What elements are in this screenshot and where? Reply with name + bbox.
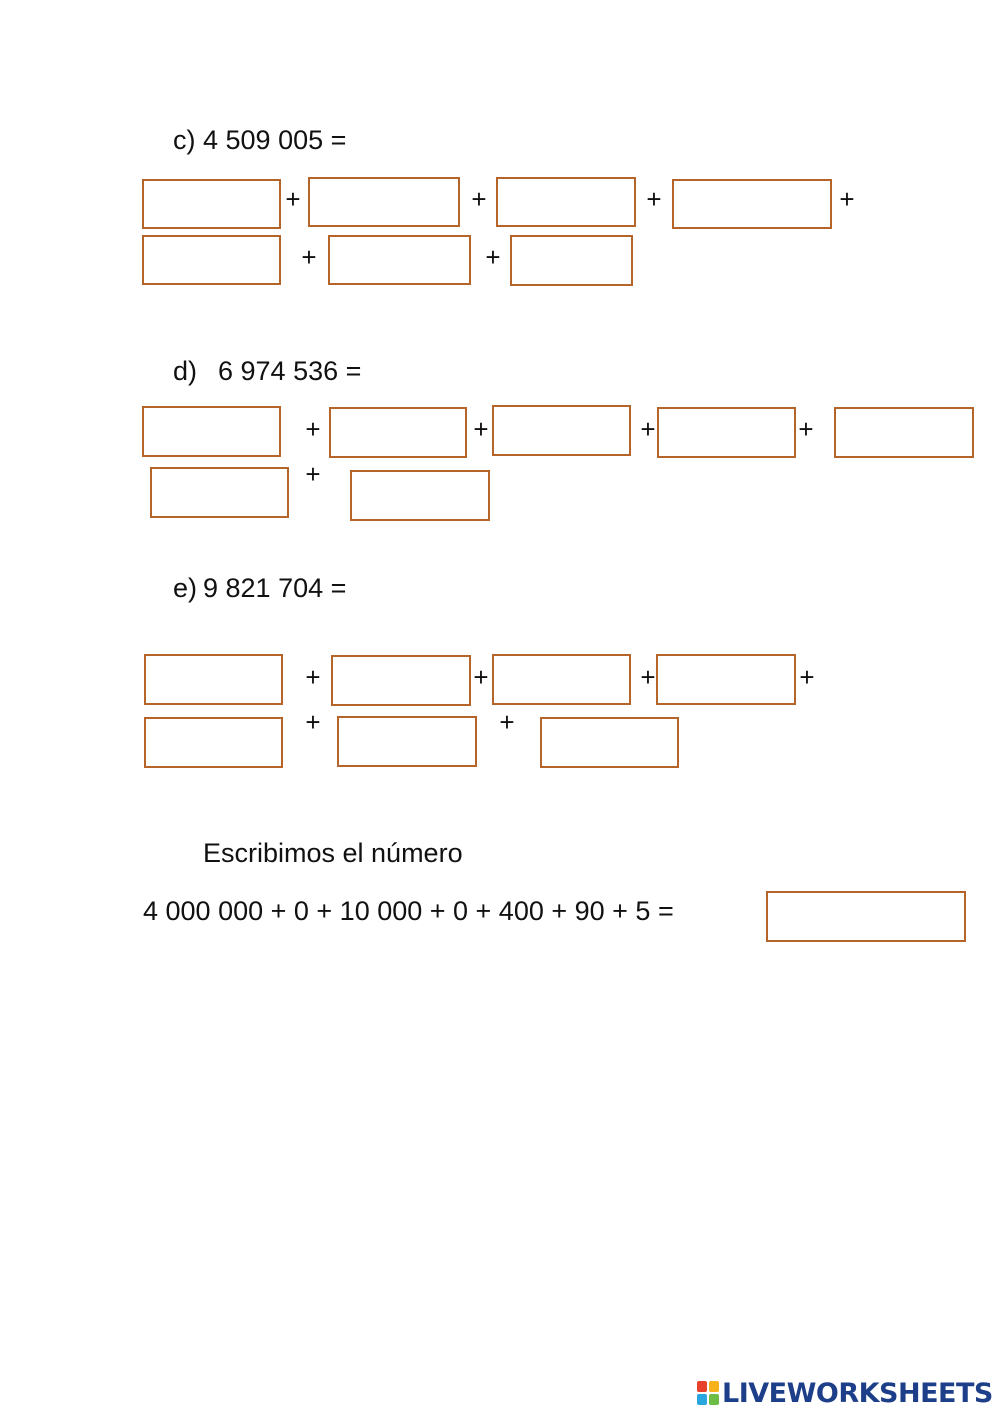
answer-box-d6[interactable] [150,467,289,518]
answer-box-d4[interactable] [657,407,796,458]
answer-box-e7[interactable] [540,717,679,768]
plus-sign: + [640,414,656,444]
exercise-c-number: 4 509 005 = [203,125,347,155]
compose-expression: 4 000 000 + 0 + 10 000 + 0 + 400 + 90 + 5 = [143,896,674,926]
answer-box-c3[interactable] [496,177,636,227]
answer-box-e6[interactable] [337,716,477,767]
answer-box-c4[interactable] [672,179,832,229]
logo-square-blue [697,1394,707,1405]
liveworksheets-logo-icon [697,1381,719,1405]
plus-sign: + [471,184,487,214]
answer-box-e1[interactable] [144,654,283,705]
answer-box-d2[interactable] [329,407,467,458]
answer-box-c2[interactable] [308,177,460,227]
plus-sign: + [305,414,321,444]
answer-box-e2[interactable] [331,655,471,706]
answer-box-e3[interactable] [492,654,631,705]
plus-sign: + [839,184,855,214]
answer-box-d7[interactable] [350,470,490,521]
liveworksheets-brand: LIVEWORKSHEETS [722,1377,993,1409]
logo-square-green [709,1394,719,1405]
exercise-d-letter: d) [173,356,198,386]
compose-title: Escribimos el número [203,838,463,868]
plus-sign: + [305,459,321,489]
plus-sign: + [305,662,321,692]
answer-box-c7[interactable] [510,235,633,286]
plus-sign: + [473,662,489,692]
answer-box-e5[interactable] [144,717,283,768]
answer-box-e4[interactable] [656,654,796,705]
plus-sign: + [798,414,814,444]
compose-answer-box[interactable] [766,891,966,942]
exercise-e-letter: e) [173,573,198,603]
plus-sign: + [485,242,501,272]
exercise-c-letter: c) [173,125,196,155]
plus-sign: + [285,184,301,214]
plus-sign: + [646,184,662,214]
plus-sign: + [499,707,515,737]
exercise-e-number: 9 821 704 = [203,573,347,603]
exercise-d-number: 6 974 536 = [218,356,362,386]
answer-box-c6[interactable] [328,235,471,285]
plus-sign: + [799,662,815,692]
answer-box-d3[interactable] [492,405,631,456]
logo-square-red [697,1381,707,1392]
liveworksheets-logo [697,1378,993,1408]
answer-box-d1[interactable] [142,406,281,457]
answer-box-c5[interactable] [142,235,281,285]
answer-box-d5[interactable] [834,407,974,458]
answer-box-c1[interactable] [142,179,281,229]
plus-sign: + [473,414,489,444]
plus-sign: + [301,242,317,272]
logo-square-yellow [709,1381,719,1392]
plus-sign: + [640,662,656,692]
plus-sign: + [305,707,321,737]
